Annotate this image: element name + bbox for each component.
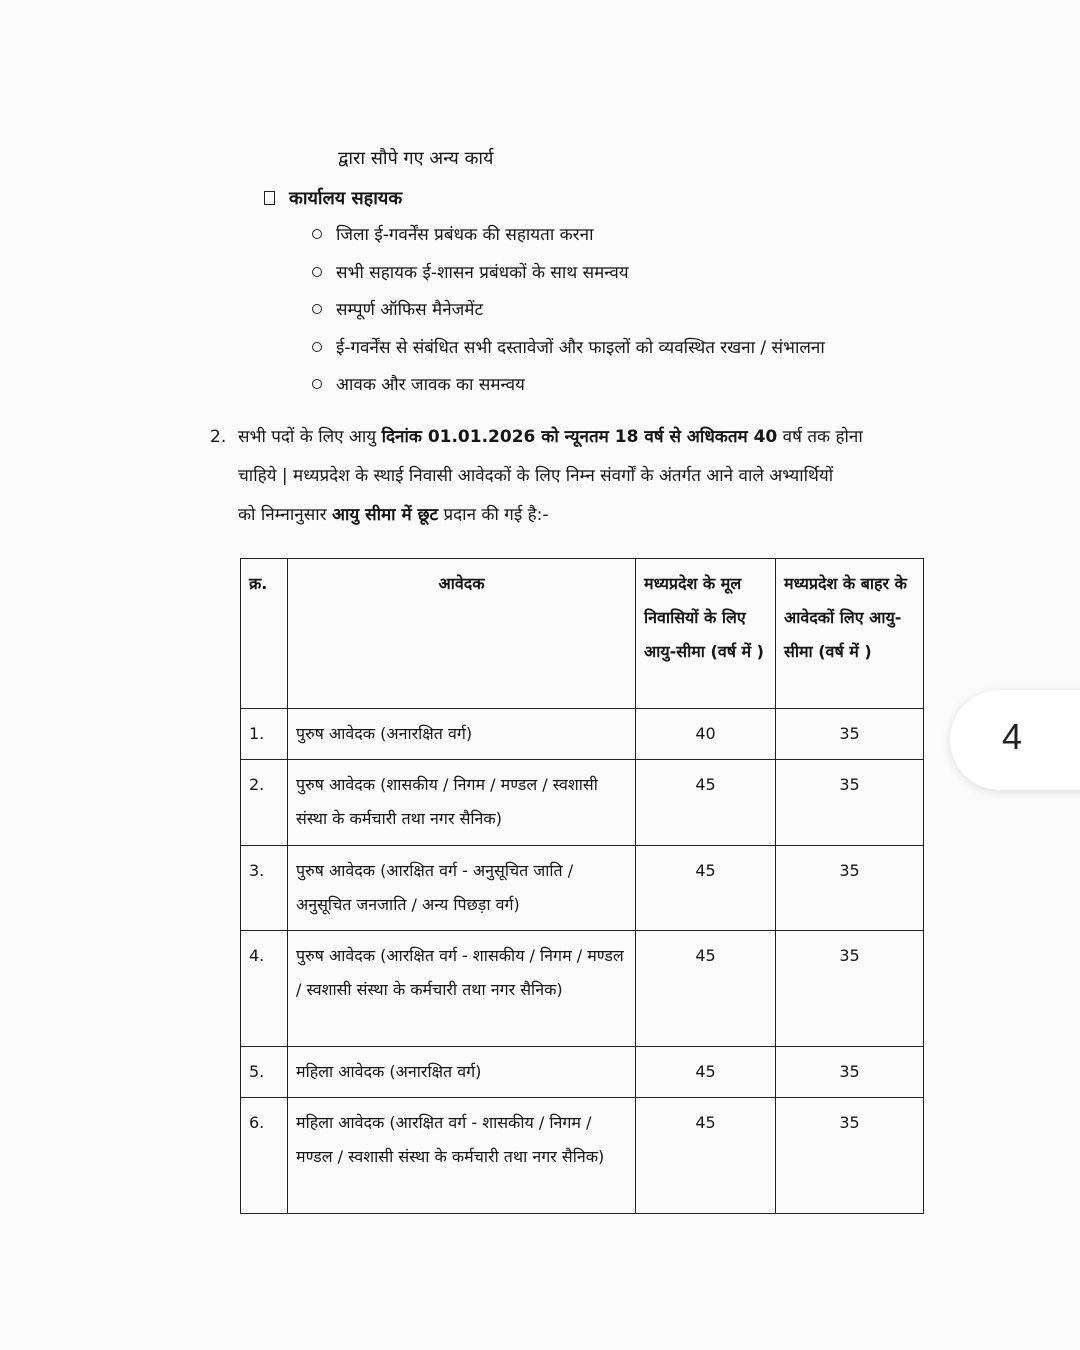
table-row: 4. पुरुष आवेदक (आरक्षित वर्ग - शासकीय / निगम / मण्डल / स्वशासी संस्था के कर्मचारी तथा नगर सैनिक) 45 35 — [241, 931, 924, 1047]
paragraph-line-1: 2. सभी पदों के लिए आयु दिनांक 01.01.2026 को न्यूनतम 18 वर्ष से अधिकतम 40 वर्ष तक होना — [210, 427, 863, 447]
table-header-row — [241, 559, 924, 709]
list-item: ई-गवर्नेंस से संबंधित सभी दस्तावेजों और फाइलों को व्यवस्थित रखना / संभालना — [312, 335, 825, 373]
age-limit-table — [240, 558, 924, 1214]
page-indicator[interactable] — [950, 690, 1080, 790]
list-item: सभी सहायक ई-शासन प्रबंधकों के साथ समन्वय — [312, 260, 825, 298]
header-applicant: आवेदक — [288, 559, 636, 709]
continuation-text: द्वारा सौपे गए अन्य कार्य — [338, 148, 494, 169]
list-item: जिला ई-गवर्नेंस प्रबंधक की सहायता करना — [312, 222, 825, 260]
table-row: 5. महिला आवेदक (अनारक्षित वर्ग) 45 35 — [241, 1047, 924, 1098]
circle-bullet-icon — [312, 229, 322, 239]
table-row: 1. पुरुष आवेदक (अनारक्षित वर्ग) 40 35 — [241, 709, 924, 760]
list-item: आवक और जावक का समन्वय — [312, 372, 825, 410]
section-heading — [264, 186, 402, 210]
section-heading-text: कार्यालय सहायक — [289, 188, 403, 209]
circle-bullet-icon — [312, 379, 322, 389]
page-number: 4 — [1002, 716, 1023, 757]
paragraph-number: 2. — [210, 427, 227, 447]
circle-bullet-icon — [312, 304, 322, 314]
paragraph-line-2: चाहिये | मध्यप्रदेश के स्थाई निवासी आवेदकों के लिए निम्न संवर्गों के अंतर्गत आने वाले अभ्यार्थियों — [238, 466, 834, 486]
age-paragraph — [210, 424, 940, 541]
table-row: 3. पुरुष आवेदक (आरक्षित वर्ग - अनुसूचित जाति / अनुसूचित जनजाति / अन्य पिछड़ा वर्ग) 45 35 — [241, 846, 924, 931]
circle-bullet-icon — [312, 267, 322, 277]
circle-bullet-icon — [312, 342, 322, 352]
list-item: सम्पूर्ण ऑफिस मैनेजमेंट — [312, 297, 825, 335]
table-row: 6. महिला आवेदक (आरक्षित वर्ग - शासकीय / निगम / मण्डल / स्वशासी संस्था के कर्मचारी तथा नगर सैनिक) 45 35 — [241, 1098, 924, 1214]
square-bullet-icon — [264, 191, 275, 205]
header-mp-residents: मध्यप्रदेश के मूल निवासियों के लिए आयु-सीमा (वर्ष में ) — [636, 559, 776, 709]
table-row: 2. पुरुष आवेदक (शासकीय / निगम / मण्डल / स्वशासी संस्था के कर्मचारी तथा नगर सैनिक) 45 35 — [241, 760, 924, 846]
header-sn: क्र. — [241, 559, 288, 709]
paragraph-line-3: को निम्नानुसार आयु सीमा में छूट प्रदान की गई है:- — [238, 505, 549, 525]
duties-list — [312, 222, 825, 410]
header-outside-mp: मध्यप्रदेश के बाहर के आवेदकों लिए आयु-सीमा (वर्ष में ) — [776, 559, 924, 709]
